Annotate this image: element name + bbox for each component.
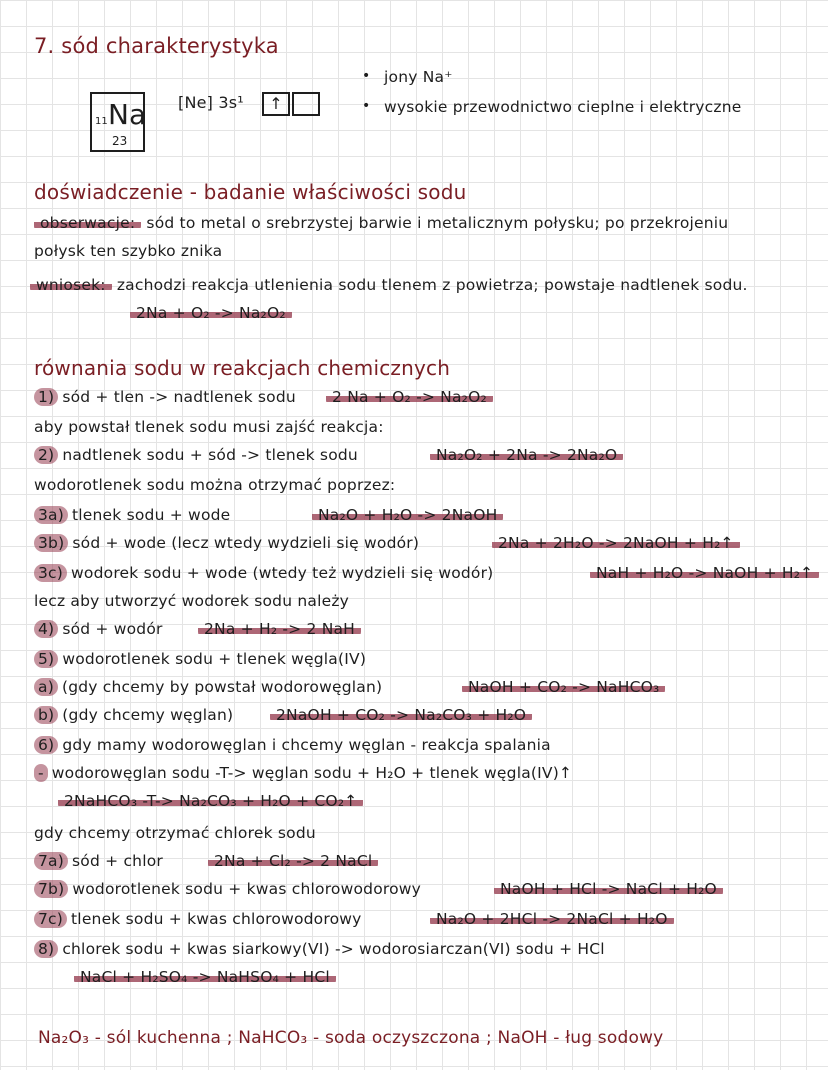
observation-text: sód to metal o srebrzystej barwie i metalicznym połysku; po przekrojeniu [146,214,729,232]
reaction-row [34,534,419,552]
reaction-text: nadtlenek sodu + sód -> tlenek sodu [62,446,358,464]
atomic-number: 11 [95,116,108,127]
reaction-equation [270,706,532,724]
reactions-heading: równania sodu w reakcjach chemicznych [34,356,451,380]
reaction-number: 6) [34,736,58,754]
reaction-equation-text: 2NaOH + CO₂ -> Na₂CO₃ + H₂O [270,706,532,724]
reaction-number: 1) [34,388,58,406]
reaction-row [34,476,395,494]
reaction-equation-text: 2 Na + O₂ -> Na₂O₂ [326,388,493,406]
reaction-number: 7b) [34,880,68,898]
reaction-equation-text: NaOH + CO₂ -> NaHCO₃ [462,678,665,696]
observation-line-2: połysk ten szybko znika [34,242,223,260]
reaction-number: 4) [34,620,58,638]
reaction-number: 7c) [34,910,67,928]
reaction-equation [198,620,361,638]
bullet-conductivity: wysokie przewodnictwo cieplne i elektryczne [384,98,742,116]
reaction-equation [58,792,363,810]
reaction-row [34,446,358,464]
reaction-equation [208,852,378,870]
reaction-number: 3b) [34,534,68,552]
reaction-equation-text: NaH + H₂O -> NaOH + H₂↑ [590,564,819,582]
reaction-number: 8) [34,940,58,958]
conclusion-label: wniosek: [30,276,112,294]
reaction-row [34,620,163,638]
atomic-mass: 23 [112,134,128,148]
reaction-row [34,940,605,958]
reaction-equation [590,564,819,582]
reaction-text: sód + wodór [62,620,163,638]
reaction-text: chlorek sodu + kwas siarkowy(VI) -> wodorosiarczan(VI) sodu + HCl [62,940,605,958]
reaction-number: 3c) [34,564,67,582]
reaction-number: - [34,764,48,782]
reaction-text: sód + wode (lecz wtedy wydzieli się wodór) [72,534,420,552]
reaction-equation [494,880,723,898]
bullet-ions: jony Na⁺ [384,68,453,86]
reaction-equation-text: Na₂O + 2HCl -> 2NaCl + H₂O [430,910,674,928]
reaction-number: 3a) [34,506,68,524]
orbital-cell-1: ↑ [262,92,290,116]
reaction-text: lecz aby utworzyć wodorek sodu należy [34,592,350,610]
reaction-text: (gdy chcemy by powstał wodorowęglan) [61,678,383,696]
reaction-number: 7a) [34,852,68,870]
reaction-text: sód + chlor [72,852,163,870]
reaction-text: sód + tlen -> nadtlenek sodu [62,388,296,406]
reaction-text: wodorotlenek sodu + kwas chlorowodorowy [72,880,422,898]
reaction-text: gdy mamy wodorowęglan i chcemy węglan - reakcja spalania [62,736,551,754]
reaction-text: aby powstał tlenek sodu musi zajść reakcja: [34,418,384,436]
orbital-diagram [262,92,320,116]
electron-configuration: [Ne] 3s¹ [178,93,244,112]
reaction-equation [430,910,674,928]
reaction-number: 5) [34,650,58,668]
reaction-row [34,852,163,870]
bullet-icon: • [362,68,371,84]
reaction-text: tlenek sodu + wode [72,506,231,524]
reaction-row [34,736,551,754]
reaction-row [34,764,572,782]
orbital-cell-2 [292,92,320,116]
experiment-heading: doświadczenie - badanie właściwości sodu [34,180,467,204]
reaction-text: tlenek sodu + kwas chlorowodorowy [71,910,362,928]
page-title: 7. sód charakterystyka [34,34,279,58]
reaction-equation-text: Na₂O₂ + 2Na -> 2Na₂O [430,446,623,464]
reaction-row [34,418,384,436]
reaction-equation [326,388,493,406]
footer-summary: Na₂O₃ - sól kuchenna ; NaHCO₃ - soda oczyszczona ; NaOH - ług sodowy [38,1028,664,1048]
conclusion-line [30,276,748,294]
reaction-equation-text: NaOH + HCl -> NaCl + H₂O [494,880,723,898]
reaction-text: wodorowęglan sodu -T-> węglan sodu + H₂O + tlenek węgla(IV)↑ [51,764,573,782]
reaction-equation [462,678,665,696]
conclusion-equation [130,304,292,322]
reaction-row [34,592,349,610]
conclusion-equation-text: 2Na + O₂ -> Na₂O₂ [130,304,292,322]
reaction-equation [430,446,623,464]
reaction-equation [74,968,336,986]
reaction-number: a) [34,678,58,696]
reaction-equation-text: 2Na + 2H₂O -> 2NaOH + H₂↑ [492,534,740,552]
reaction-equation [492,534,740,552]
reaction-equation [312,506,503,524]
bullet-icon: • [362,98,371,114]
element-symbol: Na [108,98,147,131]
reaction-equation-text: NaCl + H₂SO₄ -> NaHSO₄ + HCl [74,968,336,986]
reaction-number: b) [34,706,58,724]
reaction-equation-text: Na₂O + H₂O -> 2NaOH [312,506,503,524]
reaction-row [34,880,421,898]
reaction-text: (gdy chcemy węglan) [62,706,234,724]
reaction-text: wodorek sodu + wode (wtedy też wydzieli się wodór) [71,564,494,582]
reaction-row [34,564,493,582]
reaction-equation-text: 2NaHCO₃ -T-> Na₂CO₃ + H₂O + CO₂↑ [58,792,363,810]
reaction-row [34,650,366,668]
reaction-text: gdy chcemy otrzymać chlorek sodu [34,824,316,842]
reaction-row [34,706,233,724]
reaction-row [34,506,230,524]
reaction-row [34,910,362,928]
conclusion-text: zachodzi reakcja utlenienia sodu tlenem z powietrza; powstaje nadtlenek sodu. [116,276,748,294]
observation-line [34,214,728,232]
reaction-equation-text: 2Na + H₂ -> 2 NaH [198,620,361,638]
reaction-text: wodorotlenek sodu + tlenek węgla(IV) [62,650,367,668]
reaction-number: 2) [34,446,58,464]
element-box-sodium [90,92,145,152]
reaction-row [34,824,316,842]
reaction-row [34,388,296,406]
reaction-equation-text: 2Na + Cl₂ -> 2 NaCl [208,852,378,870]
reaction-text: wodorotlenek sodu można otrzymać poprzez: [34,476,396,494]
reaction-row [34,678,382,696]
observation-label: obserwacje: [34,214,141,232]
